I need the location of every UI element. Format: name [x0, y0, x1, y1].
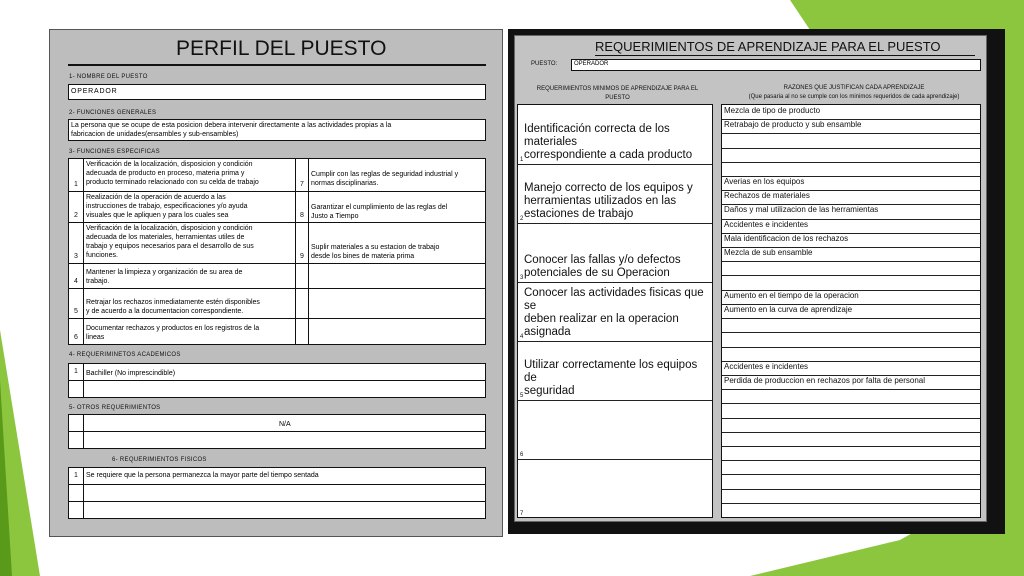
requerimiento-row: 3 Conocer las fallas y/o defectos potenciales de su Operacion — [518, 224, 712, 283]
funcion-text-cell: Garantizar el cumplimiento de las reglas del Justo a Tiempo — [308, 191, 486, 223]
funcion-text-cell: Mantener la limpieza y organización de su area de trabajo. — [83, 263, 296, 289]
requerimientos-aprendizaje-form — [508, 29, 1005, 534]
section-academicos-label: 4- REQUERIMINETOS ACADEMICOS — [69, 352, 181, 358]
funcion-num-cell: 9 — [295, 222, 309, 264]
razon-rule-line — [722, 389, 980, 390]
col1-header: REQUERIMIENTOS MINIMOS DE APRENDIZAJE PARA EL PUESTO — [536, 86, 699, 101]
empty-cell — [295, 288, 309, 319]
fisico-text-cell: Se requiere que la persona permanezca la mayor parte del tiempo sentada — [83, 467, 486, 485]
perfil-puesto-form — [49, 29, 503, 537]
requerimiento-row: 1 Identificación correcta de los materiales correspondiente a cada producto — [518, 105, 712, 165]
funcion-num-cell: 6 — [68, 318, 84, 345]
empty-cell — [83, 431, 486, 449]
razon-rule-line — [722, 418, 980, 419]
title-underline — [595, 55, 975, 56]
razon-rule-line — [722, 403, 980, 404]
empty-cell — [308, 263, 486, 289]
requerimiento-row: 2 Manejo correcto de los equipos y herramientas utilizados en las estaciones de trabajo — [518, 165, 712, 224]
razon-rule-line — [722, 460, 980, 461]
academicos-table — [68, 363, 486, 399]
funcion-num-cell: 1 — [68, 158, 84, 192]
razon-text: Daños y mal utilizacion de las herramientas — [724, 205, 879, 215]
fisicos-table — [68, 467, 486, 519]
razon-text: Averias en los equipos — [724, 177, 805, 187]
funcion-num-cell: 3 — [68, 222, 84, 264]
empty-cell — [83, 484, 486, 502]
empty-cell — [295, 263, 309, 289]
empty-cell — [308, 288, 486, 319]
section-nombre-label: 1- NOMBRE DEL PUESTO — [69, 74, 148, 80]
perfil-title: PERFIL DEL PUESTO — [176, 37, 387, 60]
funcion-text-cell: Cumplir con las reglas de seguridad industrial y normas disciplinarias. — [308, 158, 486, 192]
funcion-num-cell: 7 — [295, 158, 309, 192]
empty-cell — [68, 484, 84, 502]
razon-rule-line — [722, 432, 980, 433]
razon-rule-line — [722, 332, 980, 333]
puesto-field — [68, 84, 486, 100]
funcion-num-cell: 8 — [295, 191, 309, 223]
otros-table — [68, 414, 486, 450]
razon-text: Aumento en el tiempo de la operacion — [724, 290, 859, 300]
academico-text-cell: Bachiller (No imprescindible) — [83, 363, 486, 381]
empty-cell — [68, 414, 84, 432]
empty-cell — [295, 318, 309, 345]
funcion-text-cell: Documentar rechazos y productos en los registros de la lineas — [83, 318, 296, 345]
requerimiento-row: 6 — [518, 401, 712, 460]
section-funciones-generales-label: 2- FUNCIONES GENERALES — [69, 110, 157, 116]
requerimiento-row: 5 Utilizar correctamente los equipos de seguridad — [518, 342, 712, 401]
puesto-value: OPERADOR — [71, 88, 118, 95]
razon-text: Mala identificacion de los rechazos — [724, 233, 849, 243]
razon-rule-line — [722, 318, 980, 319]
razon-rule-line — [722, 347, 980, 348]
puesto-field — [571, 59, 981, 71]
razon-rule-line — [722, 446, 980, 447]
razon-rule-line — [722, 148, 980, 149]
requerimiento-row: 7 — [520, 511, 524, 517]
funcion-text-cell: Suplir materiales a su estacion de trabajo desde los bines de materia prima — [308, 222, 486, 264]
empty-cell — [68, 431, 84, 449]
razon-text: Perdida de produccion en rechazos por falta de personal — [724, 375, 926, 385]
fisico-num-cell: 1 — [68, 467, 84, 485]
empty-cell — [308, 318, 486, 345]
empty-cell — [68, 501, 84, 519]
razon-text: Mezcla de tipo de producto — [724, 106, 821, 115]
funciones-generales-field — [68, 119, 486, 141]
razon-text: Accidentes e incidentes — [724, 219, 809, 229]
funcion-num-cell: 2 — [68, 191, 84, 223]
requerimiento-row: 4 Conocer las actividades fisicas que se deben realizar en la operacion asignada — [518, 283, 712, 342]
funciones-generales-text: La persona que se ocupe de esta posicion debera intervenir directamente a las actividades propias a la fabricacion de unidades(ensambles y sub-ensambles) — [71, 122, 392, 138]
requerimientos-column — [517, 104, 713, 518]
col2-header: RAZONES QUE JUSTIFICAN CADA APRENDIZAJE (Que pasaria al no se cumple con los minimos requeridos de cada aprendizaje) — [748, 85, 960, 100]
title-underline — [68, 64, 486, 66]
puesto-value: OPERADOR — [574, 61, 609, 67]
funcion-num-cell: 5 — [68, 288, 84, 319]
section-fisicos-label: 6- REQUERIMIENTOS FISICOS — [112, 457, 207, 463]
razon-text: Mezcla de sub ensamble — [724, 248, 813, 258]
funcion-text-cell: Verificación de la localización, disposicion y condición adecuada de producto en proceso, materia prima y producto terminado relacionado con su celda de trabajo — [83, 158, 296, 192]
puesto-label: PUESTO: — [531, 61, 558, 67]
razon-text: Rechazos de materiales — [724, 191, 810, 201]
funcion-num-cell: 4 — [68, 263, 84, 289]
section-funciones-especificas-label: 3- FUNCIONES ESPECIFICAS — [69, 149, 160, 155]
funcion-text-cell: Realización de la operación de acuerdo a las instrucciones de trabajo, especificaciones y/o ayuda visuales que le apliquen y para los cuales sea — [83, 191, 296, 223]
section-otros-label: 5- OTROS REQUERIMIENTOS — [69, 405, 161, 411]
razon-text: Retrabajo de producto y sub ensamble — [724, 120, 862, 130]
empty-cell — [68, 380, 84, 398]
razon-rule-line — [722, 489, 980, 490]
razon-rule-line — [722, 133, 980, 134]
academico-num-cell: 1 — [68, 363, 84, 381]
razon-rule-line — [722, 162, 980, 163]
razon-rule-line — [722, 261, 980, 262]
otros-value: N/A — [279, 421, 291, 428]
funciones-table — [68, 158, 486, 345]
funcion-text-cell: Verificación de la localización, disposicion y condición adecuada de los materiales, herramientas utiles de trabajo y equipos necesarios para el desarrollo de sus funciones. — [83, 222, 296, 264]
razon-rule-line — [722, 503, 980, 504]
otros-text-cell — [83, 414, 486, 432]
razon-rule-line — [722, 474, 980, 475]
razon-rule-line — [722, 275, 980, 276]
funcion-text-cell: Retrajar los rechazos inmediatamente estén disponibles y de acuerdo a la documentacion correspondiente. — [83, 288, 296, 319]
razones-column — [721, 104, 981, 518]
empty-cell — [83, 380, 486, 398]
razon-text: Accidentes e incidentes — [724, 361, 809, 371]
razon-text: Aumento en la curva de aprendizaje — [724, 304, 853, 314]
empty-cell — [83, 501, 486, 519]
aprendizaje-title: REQUERIMIENTOS DE APRENDIZAJE PARA EL PUESTO — [595, 39, 941, 54]
